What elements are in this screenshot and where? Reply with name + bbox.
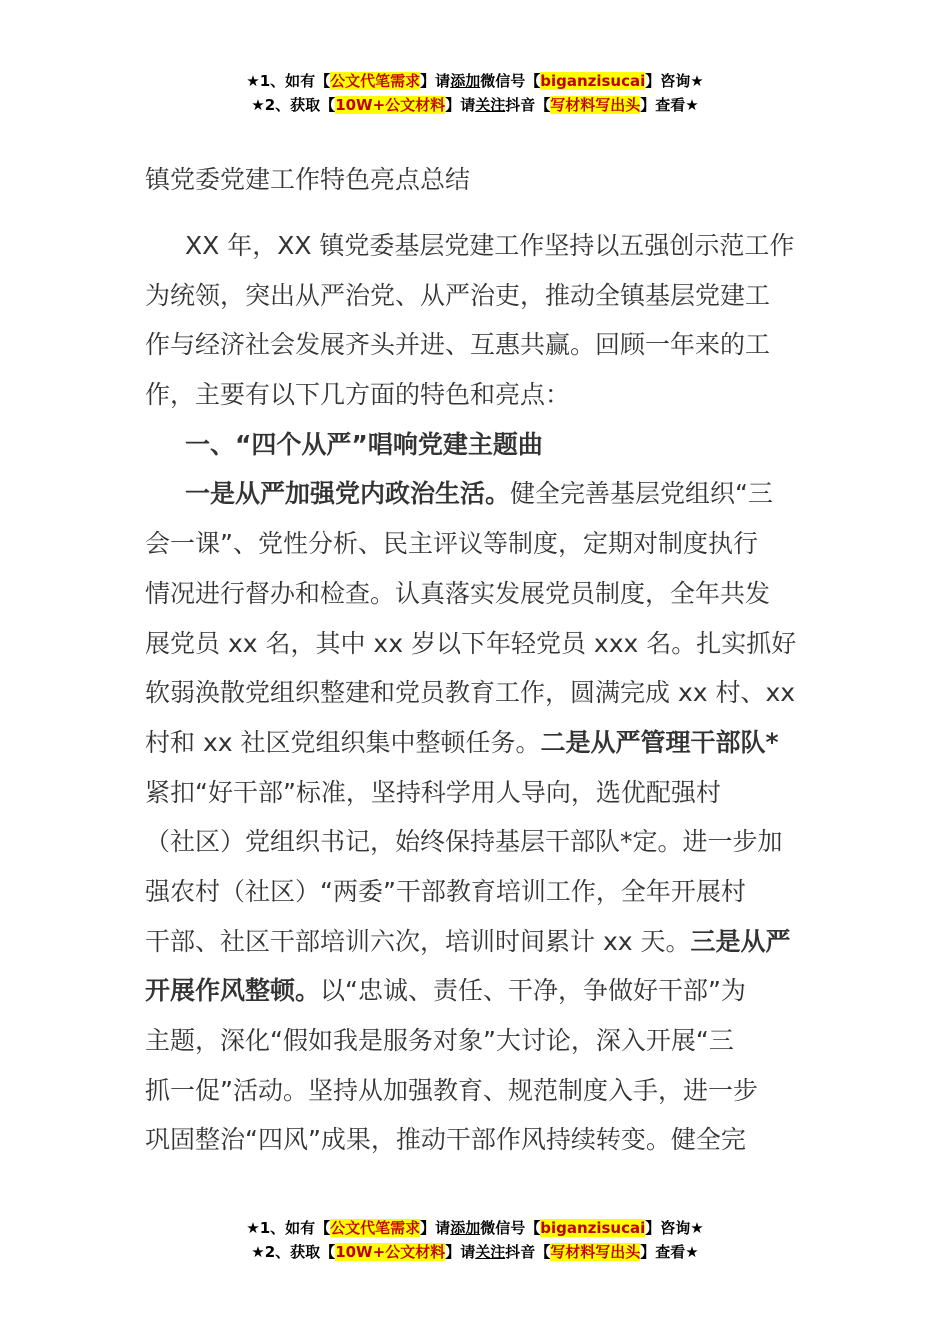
- banner-highlight: 写材料写出头: [550, 96, 641, 114]
- banner-text: ★2、获取【: [251, 1243, 336, 1261]
- banner-emphasis: 添加: [450, 72, 481, 90]
- banner-text: 】查看★: [640, 1243, 699, 1261]
- banner-text: 】请: [445, 96, 476, 114]
- bold-run: 二是从严管理干部队*: [540, 727, 779, 757]
- text-run: 为统领，突出从严治党、从严治吏，推动全镇基层党建工: [145, 280, 771, 310]
- text-run: 强农村（社区）“两委”干部教育培训工作，全年开展村: [145, 876, 746, 906]
- banner-text: 】查看★: [640, 96, 699, 114]
- body-line: [145, 966, 810, 1016]
- body-line: [145, 221, 810, 271]
- banner-emphasis: 关注: [475, 1243, 506, 1261]
- banner-text: ★1、如有【: [246, 1219, 331, 1237]
- text-run: 紧扣“好干部”标准，坚持科学用人导向，选优配强村: [145, 777, 721, 807]
- body-line: [145, 320, 810, 370]
- banner-text: 抖音【: [505, 1243, 551, 1261]
- bold-run: 一是从严加强党内政治生活。: [185, 479, 511, 509]
- document-body: [145, 221, 810, 1165]
- body-line: [145, 519, 810, 569]
- text-run: 干部、社区干部培训六次，培训时间累计 xx 天。: [145, 926, 691, 956]
- text-run: 以“忠诚、责任、干净，争做好干部”为: [320, 976, 746, 1006]
- document-title: 镇党委党建工作特色亮点总结: [145, 165, 471, 194]
- text-run: 作与经济社会发展齐头并进、互惠共赢。回顾一年来的工: [145, 330, 771, 360]
- banner-line-2: [0, 93, 950, 117]
- text-run: （社区）党组织书记，始终保持基层干部队*定。进一步加: [145, 827, 783, 857]
- body-line: [145, 619, 810, 669]
- text-run: 巩固整治“四风”成果，推动干部作风持续转变。健全完: [145, 1125, 746, 1155]
- body-line: [145, 420, 810, 470]
- text-run: 主题，深化“假如我是服务对象”大讨论，深入开展“三: [145, 1026, 734, 1055]
- body-line: [145, 1016, 810, 1066]
- body-line: [145, 370, 810, 420]
- body-line: [145, 817, 810, 867]
- text-run: 健全完善基层党组织“三: [510, 479, 773, 509]
- bold-run: 三是从严: [690, 926, 791, 956]
- body-line: [145, 768, 810, 818]
- banner-text: 微信号【: [480, 1219, 541, 1237]
- body-line: [145, 569, 810, 619]
- banner-highlight: biganzisucai: [540, 72, 646, 90]
- header-banner: [0, 69, 950, 117]
- banner-highlight: 10W+公文材料: [335, 1243, 446, 1261]
- body-line: [145, 867, 810, 917]
- banner-emphasis: 关注: [475, 96, 506, 114]
- body-line: [145, 917, 810, 967]
- text-run: 作，主要有以下几方面的特色和亮点：: [145, 380, 571, 410]
- text-run: 情况进行督办和检查。认真落实发展党员制度，全年共发: [145, 578, 771, 608]
- body-line: [145, 1066, 810, 1116]
- text-run: 软弱涣散党组织整建和党员教育工作，圆满完成 xx 村、xx: [145, 678, 796, 708]
- banner-highlight: 10W+公文材料: [335, 96, 446, 114]
- text-run: 抓一促”活动。坚持从加强教育、规范制度入手，进一步: [145, 1075, 758, 1105]
- text-run: 展党员 xx 名，其中 xx 岁以下年轻党员 xxx 名。扎实抓好: [145, 628, 797, 658]
- body-line: [145, 469, 810, 519]
- body-line: [145, 1115, 810, 1165]
- body-line: [145, 668, 810, 718]
- bold-run: 一、“四个从严”唱响党建主题曲: [185, 429, 543, 459]
- banner-text: 】请: [420, 72, 451, 90]
- banner-text: ★1、如有【: [246, 72, 331, 90]
- banner-line-2: [0, 1240, 950, 1264]
- banner-highlight: 公文代笔需求: [330, 72, 421, 90]
- banner-line-1: [0, 1216, 950, 1240]
- banner-highlight: 写材料写出头: [550, 1243, 641, 1261]
- body-line: [145, 271, 810, 321]
- text-run: 村和 xx 社区党组织集中整顿任务。: [145, 727, 541, 757]
- banner-text: 】咨询★: [645, 1219, 704, 1237]
- banner-emphasis: 添加: [450, 1219, 481, 1237]
- banner-highlight: biganzisucai: [540, 1219, 646, 1237]
- text-run: XX 年，XX 镇党委基层党建工作坚持以五强创示范工作: [185, 231, 795, 260]
- banner-text: 】请: [445, 1243, 476, 1261]
- banner-text: 微信号【: [480, 72, 541, 90]
- banner-line-1: [0, 69, 950, 93]
- banner-text: ★2、获取【: [251, 96, 336, 114]
- text-run: 会一课”、党性分析、民主评议等制度，定期对制度执行: [145, 529, 758, 559]
- bold-run: 开展作风整顿。: [145, 976, 321, 1006]
- banner-text: 抖音【: [505, 96, 551, 114]
- banner-highlight: 公文代笔需求: [330, 1219, 421, 1237]
- banner-text: 】请: [420, 1219, 451, 1237]
- banner-text: 】咨询★: [645, 72, 704, 90]
- body-line: [145, 718, 810, 768]
- footer-banner: [0, 1216, 950, 1264]
